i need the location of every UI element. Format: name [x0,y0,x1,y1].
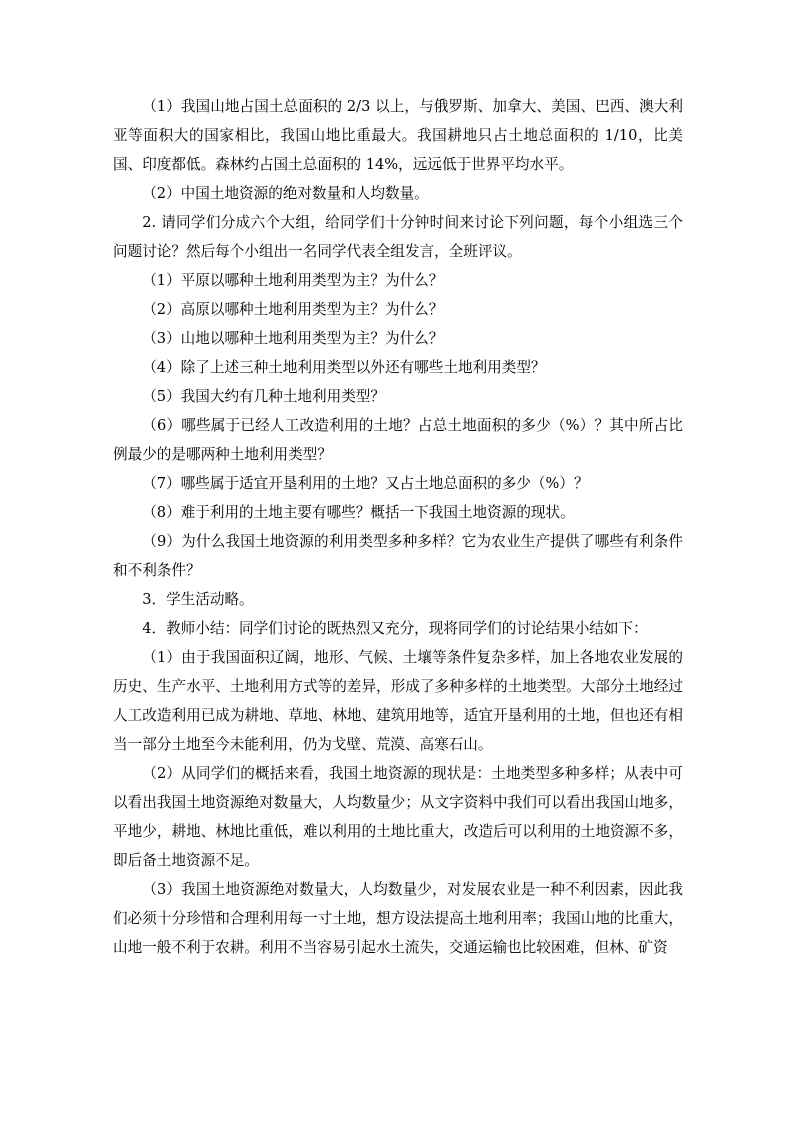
summary-item-1: （1）由于我国面积辽阔，地形、气候、土壤等条件复杂多样，加上各地农业发展的历史、生产水平、土地利用方式等的差异，形成了多种多样的土地类型。大部分土地经过人工改造利用已成为耕地、草地、林地、建筑用地等，适宜开垦利用的土地，但也还有相当一部分土地至今未能利用，仍为戈壁、荒漠、高寒石山。 [113,649,683,753]
summary-item-3: （3）我国土地资源绝对数量大，人均数量少，对发展农业是一种不利因素，因此我们必须十分珍惜和合理利用每一寸土地，想方设法提高土地利用率；我国山地的比重大，山地一般不利于农耕。利用不当容易引起水土流失，交通运输也比较困难，但林、矿资 [113,881,683,956]
question-item-2: （2）高原以哪种土地利用类型为主？为什么？ [142,301,444,318]
question-item-9: （9）为什么我国土地资源的利用类型多种多样？它为农业生产提供了哪些有利条件和不利条件？ [113,533,683,579]
paragraph-land-quantity: （2）中国土地资源的绝对数量和人均数量。 [142,185,429,202]
question-item-5: （5）我国大约有几种土地利用类型？ [142,388,385,405]
paragraph-teacher-summary: 4．教师小结：同学们讨论的既热烈又充分，现将同学们的讨论结果小结如下： [142,620,648,637]
document-page [113,92,683,962]
question-item-4: （4）除了上述三种土地利用类型以外还有哪些土地利用类型？ [142,359,546,376]
question-item-8: （8）难于利用的土地主要有哪些？概括一下我国土地资源的现状。 [142,504,575,521]
question-item-7: （7）哪些属于适宜开垦利用的土地？又占土地总面积的多少（%）？ [142,475,589,492]
paragraph-student-activity: 3．学生活动略。 [142,591,254,608]
question-item-3: （3）山地以哪种土地利用类型为主？为什么？ [142,330,444,347]
paragraph-mountain-stats: （1）我国山地占国土总面积的 2/3 以上，与俄罗斯、加拿大、美国、巴西、澳大利亚等面积大的国家相比，我国山地比重最大。我国耕地只占土地总面积的 1/10，比美国、印度都低。森林约占国土总面积的 14%，远远低于世界平均水平。 [113,98,683,173]
question-item-6: （6）哪些属于已经人工改造利用的土地？占总土地面积的多少（%）？其中所占比例最少的是哪两种土地利用类型？ [113,417,683,463]
paragraph-group-discussion: 2. 请同学们分成六个大组，给同学们十分钟时间来讨论下列问题，每个小组选三个问题讨论？然后每个小组出一名同学代表全组发言，全班评议。 [113,214,683,260]
summary-item-2: （2）从同学们的概括来看，我国土地资源的现状是：土地类型多种多样；从表中可以看出我国土地资源绝对数量大，人均数量少；从文字资料中我们可以看出我国山地多，平地少，耕地、林地比重低，难以利用的土地比重大，改造后可以利用的土地资源不多，即后备土地资源不足。 [113,765,683,869]
question-item-1: （1）平原以哪种土地利用类型为主？为什么？ [142,272,444,289]
